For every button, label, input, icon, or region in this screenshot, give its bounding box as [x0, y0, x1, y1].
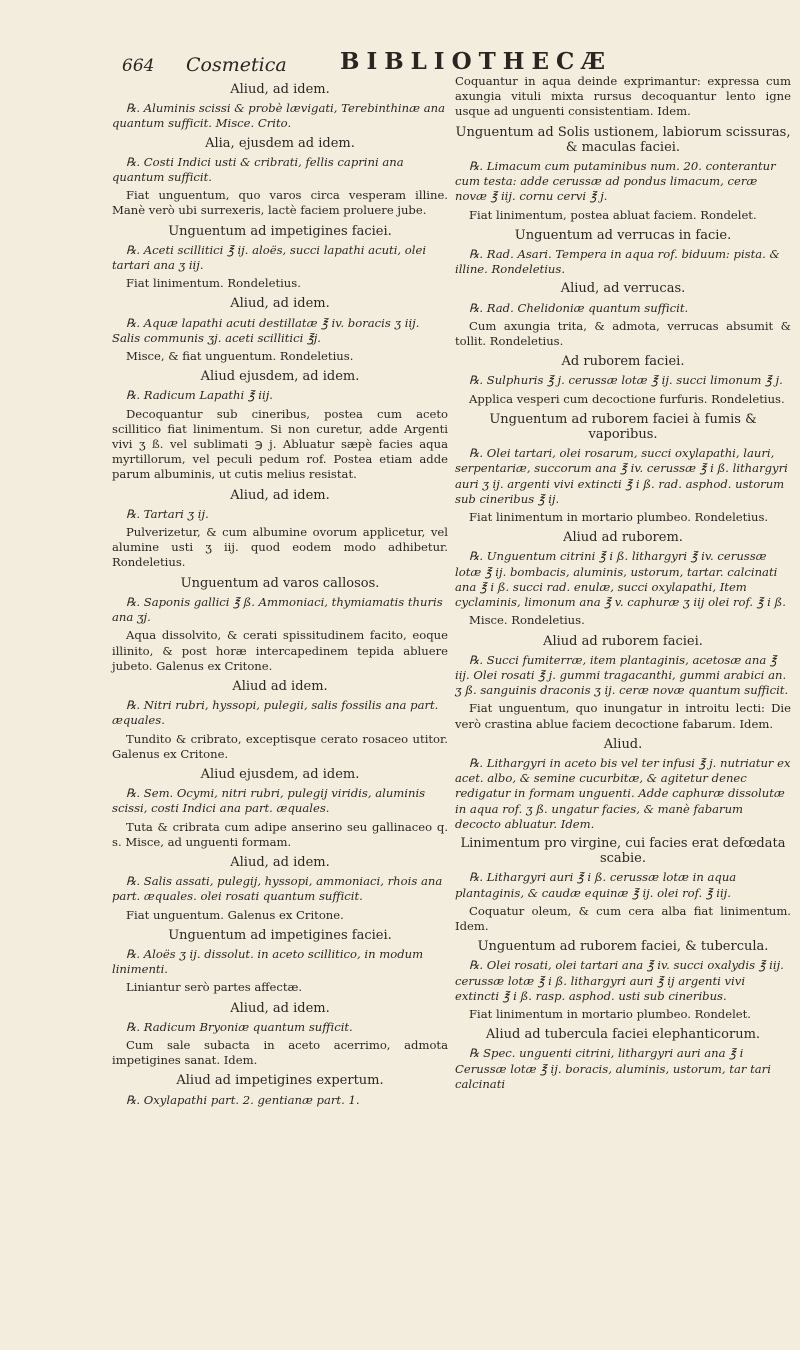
text-paragraph: Decoquantur sub cineribus, postea cum aceto scillitico fiat linimentum. Si non curetur, adde Argenti vivi ʒ ß. vel sublimati ℈ j. Abluatur sæpè facies aqua myrtillorum, vel peculi pedum rof. Postea etiam adde parum albuminis, ut cutis melius resistat. [112, 406, 448, 482]
entry-heading: Aliud ejusdem, ad idem. [200, 369, 360, 385]
entry-heading: Unguentum ad Solis ustionem, labiorum scissuras, & maculas faciei. [455, 124, 791, 155]
page-number: 664 [122, 56, 155, 76]
entry-heading: Unguentum ad ruborem faciei à fumis & vaporibus. [489, 411, 757, 443]
entry-heading: Aliud, ad idem. [230, 82, 330, 97]
recipe-line: ℞. Unguentum citrini ℥ i ß. lithargyri ℥ iv. cerussæ lotæ ℥ ij. bombacis, aluminis, ustorum, tartar. calcinati ana ℥ i ß. succi rad. enulæ, succi oxylapathi, Item cyclaminis, limonum ana ℥ v. caphuræ ʒ iij olei rof. ℥ i ß. [455, 549, 786, 610]
entry-heading: Aliud, ad idem. [230, 854, 330, 870]
recipe-line: ℞. Aceti scillitici ℥ ij. aloës, succi lapathi acuti, olei tartari ana ʒ iij. [112, 242, 427, 273]
text-paragraph: Misce, & fiat unguentum. Rondeletius. [126, 349, 354, 364]
recipe-line: ℞. Sulphuris ℥ j. cerussæ lotæ ℥ ij. succi limonum ℥ j. [469, 373, 783, 388]
recipe-line: ℞. Costi Indici usti & cribrati, fellis caprini ana quantum sufficit. [112, 154, 404, 185]
text-paragraph: Fiat linimentum. Rondeletius. [126, 276, 301, 291]
text-paragraph: Misce. Rondeletius. [469, 613, 585, 628]
recipe-line: ℞. Limacum cum putaminibus num. 20. conterantur cum testa: adde cerussæ ad pondus limacum, ceræ novæ ℥ iij. cornu cervi ℥ j. [455, 159, 776, 204]
entry-heading: Alia, ejusdem ad idem. [205, 135, 355, 151]
text-paragraph: Fiat linimentum in mortario plumbeo. Rondelet. [469, 1006, 751, 1021]
entry-heading: Aliud, ad verrucas. [560, 281, 686, 297]
entry-heading: Unguentum ad varos callosos. [180, 575, 380, 591]
section-title: Cosmetica [186, 54, 287, 76]
text-paragraph: Fiat unguentum. Galenus ex Critone. [126, 907, 344, 922]
recipe-line: ℞. Saponis gallici ℥ ß. Ammoniaci, thymiamatis thuris ana ʒj. [112, 594, 443, 625]
running-title: BIBLIOTHECÆ [340, 48, 613, 75]
entry-heading: Aliud, ad idem. [230, 296, 330, 312]
entry-heading: Unguentum ad verrucas in facie. [514, 227, 732, 243]
entry-heading: Aliud ad ruborem. [563, 530, 683, 546]
entry-heading: Linimentum pro virgine, cui facies erat defœdata scabie. [460, 835, 786, 867]
recipe-line: ℞. Sem. Ocymi, nitri rubri, pulegij viridis, aluminis scissi, costi Indici ana part. æquales. [112, 786, 426, 816]
entry-heading: Aliud ad ruborem faciei. [543, 633, 703, 649]
text-paragraph: Fiat unguentum, quo varos circa vesperam illine. Manè verò ubi surrexeris, lactè faciem proluere jube. [112, 188, 448, 218]
recipe-line: ℞ Spec. unguenti citrini, lithargyri auri ana ℥ i Cerussæ lotæ ℥ ij. boracis, aluminis, ustorum, tar tari calcinati [455, 1046, 771, 1091]
recipe-line: ℞. Lithargyri in aceto bis vel ter infusi ℥ j. nutriatur ex acet. albo, & semine cucurbitæ, & agitetur denec redigatur in formam unguenti. Adde caphuræ dissolutæ in aqua rof. ʒ ß. ungatur facies, & manè fabarum decocto abluatur. Idem. [455, 755, 791, 831]
text-paragraph: Aqua dissolvito, & cerati spissitudinem facito, eoque illinito, & post horæ intercapedinem tepida abluere jubeto. Galenus ex Critone. [112, 628, 448, 673]
text-paragraph: Cum sale subacta in aceto acerrimo, admota impetigines sanat. Idem. [112, 1037, 448, 1068]
recipe-line: ℞. Aloës ʒ ij. dissolut. in aceto scillitico, in modum linimenti. [112, 946, 424, 977]
left-column [112, 78, 448, 1111]
entry-heading: Unguentum ad impetigines faciei. [168, 927, 392, 943]
text-paragraph: Liniantur serò partes affectæ. [126, 980, 303, 995]
text-paragraph: Cum axungia trita, & admota, verrucas absumit & tollit. Rondeletius. [455, 318, 791, 349]
recipe-line: ℞. Aquæ lapathi acuti destillatæ ℥ iv. boracis ʒ iij. Salis communis ʒj. aceti scillitici ℥j. [112, 315, 420, 345]
entry-heading: Aliud, ad idem. [230, 487, 330, 503]
recipe-line: ℞. Olei tartari, olei rosarum, succi oxylapathi, lauri, serpentariæ, succorum ana ℥ iv. cerussæ ℥ i ß. lithargyri auri ʒ ij. argenti vivi extincti ℥ i ß. rad. asphod. ustorum sub cineribus ℥ ij. [455, 446, 788, 506]
entry-heading: Aliud ad idem. [232, 678, 328, 694]
text-paragraph: Fiat unguentum, quo inungatur in introitu lecti: Die verò crastina ablue faciem decoctione fabarum. Idem. [455, 701, 791, 731]
recipe-line: ℞. Rad. Chelidoniæ quantum sufficit. [469, 300, 689, 315]
recipe-line: ℞. Salis assati, pulegij, hyssopi, ammoniaci, rhois ana part. æquales. olei rosati quantum sufficit. [112, 874, 443, 904]
recipe-line: ℞. Tartari ʒ ij. [126, 506, 209, 521]
text-paragraph: Tundito & cribrato, exceptisque cerato rosaceo utitor. Galenus ex Critone. [112, 731, 448, 761]
recipe-line: ℞. Oxylapathi part. 2. gentianæ part. 1. [126, 1092, 360, 1107]
recipe-line: ℞. Succi fumiterræ, item plantaginis, acetosæ ana ℥ iij. Olei rosati ℥ j. gummi tragacanthi, gummi arabici an. ʒ ß. sanguinis draconis ʒ ij. ceræ novæ quantum sufficit. [455, 652, 789, 698]
text-paragraph: Fiat linimentum, postea abluat faciem. Rondelet. [469, 207, 757, 222]
entry-heading: Aliud, ad idem. [230, 1000, 330, 1016]
recipe-line: ℞. Nitri rubri, hyssopi, pulegii, salis fossilis ana part. æquales. [112, 698, 439, 728]
entry-heading: Aliud ad impetigines expertum. [176, 1073, 384, 1089]
recipe-line: ℞. Olei rosati, olei tartari ana ℥ iv. succi oxalydis ℥ iij. cerussæ lotæ ℥ i ß. lithargyri auri ℥ ij argenti vivi extincti ℥ i ß. rasp. asphod. usti sub cineribus. [455, 958, 784, 1003]
text-paragraph: Pulverizetur, & cum albumine ovorum applicetur, vel alumine usti ʒ iij. quod eodem modo adhibetur. Rondeletius. [112, 525, 448, 570]
text-paragraph: Tuta & cribrata cum adipe anserino seu gallinaceo q. s. Misce, ad unguenti formam. [112, 819, 448, 849]
entry-heading: Aliud ejusdem, ad idem. [200, 766, 360, 782]
entry-heading: Unguentum ad ruborem faciei, & tubercula. [477, 939, 769, 955]
text-paragraph: Applica vesperi cum decoctione furfuris. Rondeletius. [469, 391, 785, 406]
entry-heading: Aliud ad tubercula faciei elephanticorum. [485, 1027, 761, 1043]
text-paragraph: Coquatur oleum, & cum cera alba fiat linimentum. Idem. [455, 903, 791, 933]
entry-heading: Ad ruborem faciei. [561, 354, 685, 370]
recipe-line: ℞. Lithargyri auri ℥ i ß. cerussæ lotæ in aqua plantaginis, & caudæ equinæ ℥ ij. olei rof. ℥ iij. [455, 870, 737, 900]
continued-paragraph: Coquantur in aqua deinde exprimantur: expressa cum axungia vituli mixta rursus decoquantur lento igne usque ad unguenti consistentiam. Idem. [455, 74, 791, 119]
recipe-line: ℞. Radicum Bryoniæ quantum sufficit. [126, 1019, 353, 1034]
recipe-line: ℞. Rad. Asari. Tempera in aqua rof. biduum: pista. & illine. Rondeletius. [455, 247, 780, 277]
entry-heading: Unguentum ad impetigines faciei. [168, 223, 392, 239]
recipe-line: ℞. Radicum Lapathi ℥ iij. [126, 388, 273, 403]
entry-heading: Aliud. [603, 736, 643, 752]
right-column [455, 74, 791, 1095]
text-paragraph: Fiat linimentum in mortario plumbeo. Rondeletius. [469, 510, 769, 525]
recipe-line: ℞. Aluminis scissi & probè lævigati, Terebinthinæ ana quantum sufficit. Misce. Crito. [112, 101, 445, 131]
